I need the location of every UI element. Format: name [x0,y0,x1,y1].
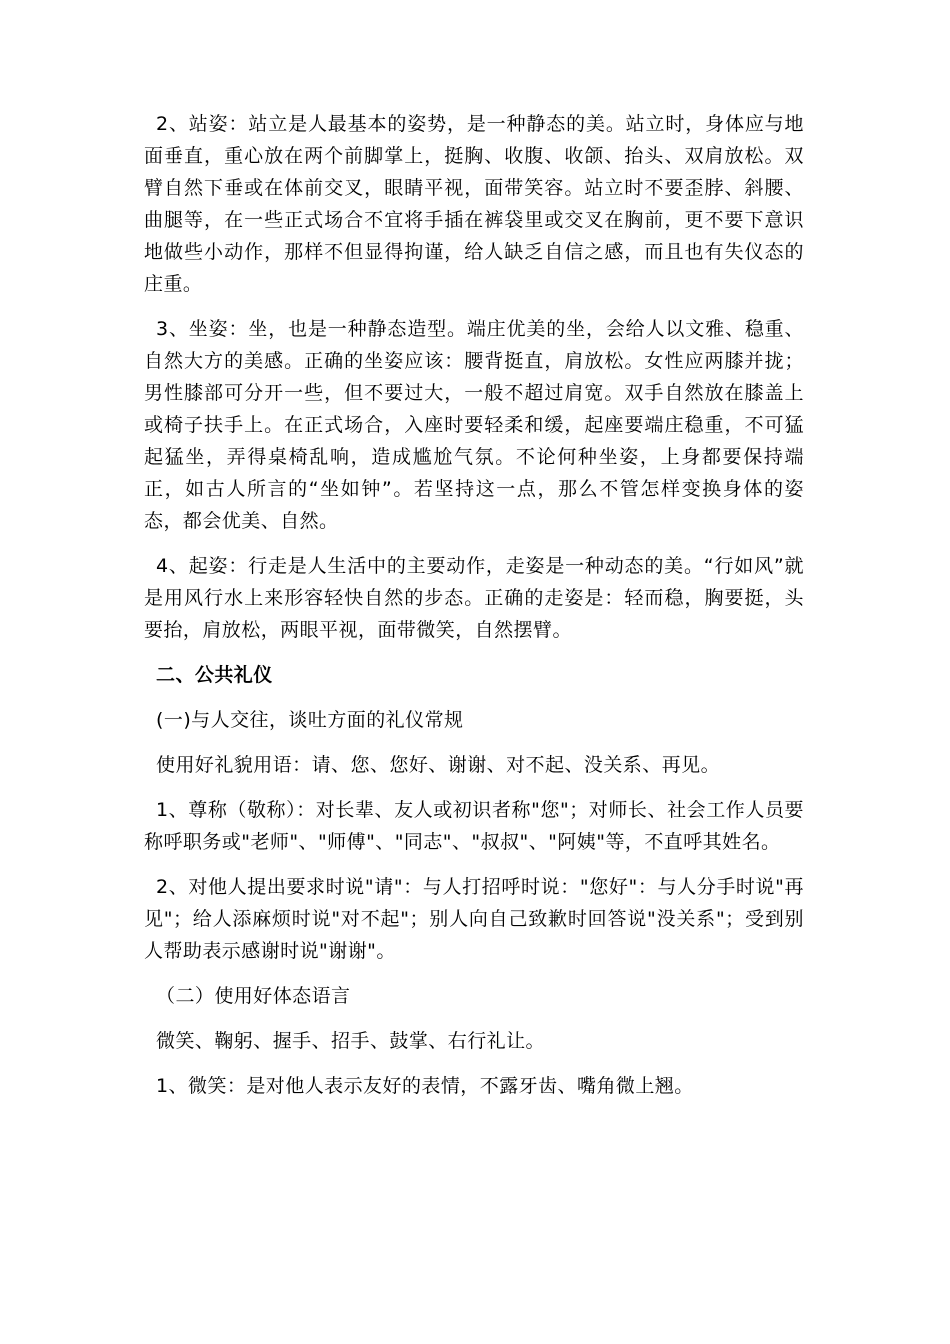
paragraph-smile: 1、微笑：是对他人表示友好的表情，不露牙齿、嘴角微上翘。 [156,1075,694,1097]
paragraph-honorifics: 1、尊称（敬称）：对长辈、友人或初识者称"您"；对师长、社会工作人员要称呼职务或"老师"、"师傅"、"同志"、"叔叔"、"阿姨"等，不直呼其姓名。 [144,799,804,853]
paragraph-sitting-posture: 3、坐姿：坐，也是一种静态造型。端庄优美的坐，会给人以文雅、稳重、自然大方的美感。正确的坐姿应该：腰背挺直，肩放松。女性应两膝并拢；男性膝部可分开一些，但不要过大，一般不超过肩宽。双手自然放在膝盖上或椅子扶手上。在正式场合，入座时要轻柔和缓，起座要端庄稳重，不可猛起猛坐，弄得桌椅乱响，造成尴尬气氛。不论何种坐姿，上身都要保持端正，如古人所言的“坐如钟”。若坚持这一点，那么不管怎样变换身体的姿态，都会优美、自然。 [144,318,804,532]
paragraph-body-language-list: 微笑、鞠躬、握手、招手、鼓掌、右行礼让。 [156,1030,546,1052]
subsection-heading-conversation: (一)与人交往，谈吐方面的礼仪常规 [156,709,464,731]
section-heading: 二、公共礼仪 [156,664,273,686]
paragraph-walking-posture: 4、起姿：行走是人生活中的主要动作，走姿是一种动态的美。“行如风”就是用风行水上来形容轻快自然的步态。正确的走姿是：轻而稳，胸要挺，头要抬，肩放松，两眼平视，面带微笑，自然摆臂。 [144,555,804,641]
paragraph-standing-posture: 2、站姿：站立是人最基本的姿势，是一种静态的美。站立时，身体应与地面垂直，重心放在两个前脚掌上，挺胸、收腹、收颌、抬头、双肩放松。双臂自然下垂或在体前交叉，眼睛平视，面带笑容。站立时不要歪脖、斜腰、曲腿等，在一些正式场合不宜将手插在裤袋里或交叉在胸前，更不要下意识地做些小动作，那样不但显得拘谨，给人缺乏自信之感，而且也有失仪态的庄重。 [144,113,804,295]
paragraph-polite-language: 使用好礼貌用语：请、您、您好、谢谢、对不起、没关系、再见。 [156,754,721,776]
paragraph-requests: 2、对他人提出要求时说"请"：与人打招呼时说："您好"：与人分手时说"再见"；给人添麻烦时说"对不起"；别人向自己致歉时回答说"没关系"；受到别人帮助表示感谢时说"谢谢"。 [144,876,804,962]
document-page [144,108,804,1115]
subsection-heading-body-language: （二）使用好体态语言 [156,985,351,1007]
